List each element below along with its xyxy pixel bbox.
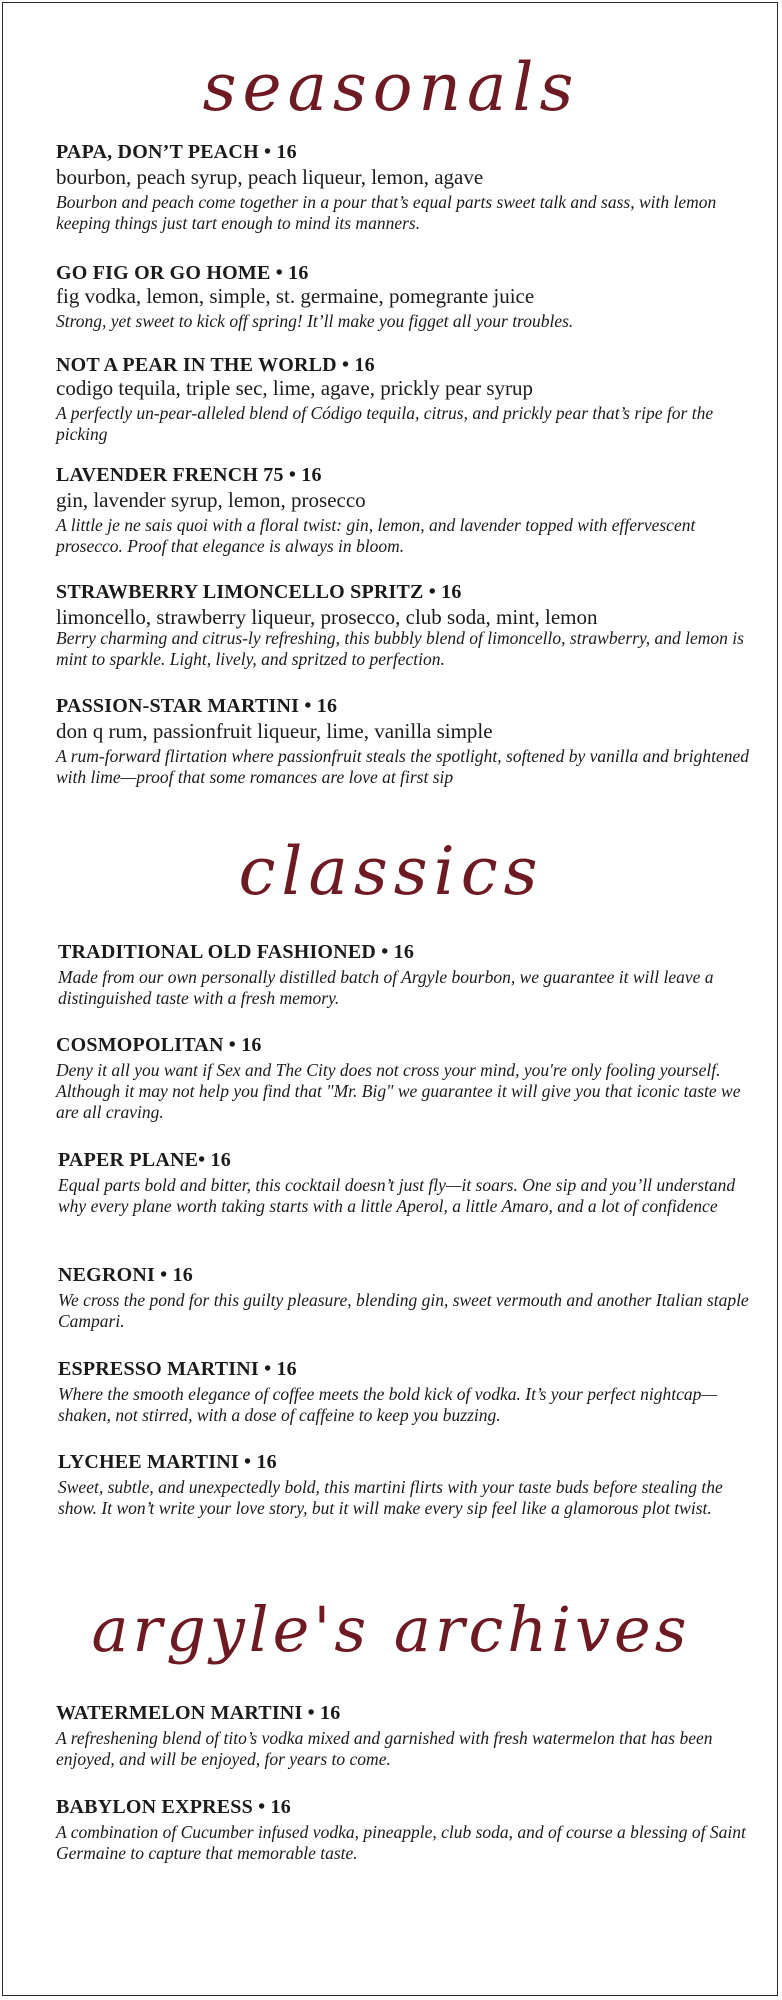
item-name: PASSION-STAR MARTINI • 16	[56, 695, 338, 717]
item-description: Berry charming and citrus-ly refreshing, this bubbly blend of limoncello, strawberry, and lemon is mint to sparkle. Light, lively, and spritzed to perfection.	[56, 628, 744, 669]
menu-item	[56, 1033, 756, 1123]
item-description: A little je ne sais quoi with a floral twist: gin, lemon, and lavender topped with effervescent prosecco. Proof that elegance is always in bloom.	[56, 515, 696, 556]
item-ingredients: codigo tequila, triple sec, lime, agave, prickly pear syrup	[56, 376, 534, 400]
item-description: We cross the pond for this guilty pleasure, blending gin, sweet vermouth and another Italian staple Campari.	[58, 1290, 749, 1331]
menu-item	[56, 261, 756, 332]
menu-item	[58, 1357, 758, 1426]
item-description: Deny it all you want if Sex and The City does not cross your mind, you're only fooling yourself. Although it may not help you find that "Mr. Big" we guarantee it will give you that iconic taste we are all craving.	[56, 1060, 741, 1122]
section-heading-classics: classics	[238, 833, 544, 910]
item-name: PAPA, DON’T PEACH • 16	[56, 141, 297, 163]
item-description: Equal parts bold and bitter, this cocktail doesn’t just fly—it soars. One sip and you’ll understand why every plane worth taking starts with a little Aperol, a little Amaro, and a lot of confidence	[58, 1175, 736, 1216]
item-name: BABYLON EXPRESS • 16	[56, 1796, 291, 1818]
menu-item	[58, 1450, 758, 1519]
item-ingredients: bourbon, peach syrup, peach liqueur, lemon, agave	[56, 165, 484, 189]
item-name: GO FIG OR GO HOME • 16	[56, 262, 309, 284]
item-ingredients: limoncello, strawberry liqueur, prosecco, club soda, mint, lemon	[56, 605, 598, 629]
item-name: LYCHEE MARTINI • 16	[58, 1451, 277, 1473]
menu-item	[58, 1148, 758, 1217]
item-name: ESPRESSO MARTINI • 16	[58, 1358, 297, 1380]
menu-item	[56, 140, 756, 234]
menu-item	[58, 1263, 758, 1332]
item-name: NOT A PEAR IN THE WORLD • 16	[56, 354, 375, 376]
menu-item	[56, 1701, 756, 1770]
item-ingredients: don q rum, passionfruit liqueur, lime, vanilla simple	[56, 719, 493, 743]
item-name: NEGRONI • 16	[58, 1264, 193, 1286]
menu-item	[58, 940, 758, 1009]
item-name: WATERMELON MARTINI • 16	[56, 1702, 341, 1724]
item-description: A perfectly un-pear-alleled blend of Código tequila, citrus, and prickly pear that’s ripe for the picking	[56, 403, 714, 444]
item-ingredients: gin, lavender syrup, lemon, prosecco	[56, 488, 366, 512]
item-name: PAPER PLANE• 16	[58, 1149, 231, 1171]
item-description: Made from our own personally distilled batch of Argyle bourbon, we guarantee it will leave a distinguished taste with a fresh memory.	[58, 967, 714, 1008]
section-heading-archives: argyle's archives	[91, 1593, 691, 1666]
section-heading-seasonals: seasonals	[202, 49, 580, 126]
item-name: STRAWBERRY LIMONCELLO SPRITZ • 16	[56, 581, 462, 603]
menu-item	[56, 1795, 756, 1864]
menu-item	[56, 463, 756, 557]
item-description: A refreshening blend of tito’s vodka mixed and garnished with fresh watermelon that has been enjoyed, and will be enjoyed, for years to come.	[56, 1728, 713, 1769]
menu-item	[56, 353, 756, 445]
item-description: Bourbon and peach come together in a pour that’s equal parts sweet talk and sass, with lemon keeping things just tart enough to mind its manners.	[56, 192, 717, 233]
item-description: Sweet, subtle, and unexpectedly bold, this martini flirts with your taste buds before stealing the show. It won’t write your love story, but it will make every sip feel like a glamorous plot twist.	[58, 1477, 723, 1518]
item-ingredients: fig vodka, lemon, simple, st. germaine, pomegrante juice	[56, 284, 535, 308]
item-name: LAVENDER FRENCH 75 • 16	[56, 464, 322, 486]
item-description: A rum-forward flirtation where passionfruit steals the spotlight, softened by vanilla and brightened with lime—proof that some romances are love at first sip	[56, 746, 750, 787]
item-name: COSMOPOLITAN • 16	[56, 1034, 262, 1056]
item-description: Where the smooth elegance of coffee meets the bold kick of vodka. It’s your perfect nightcap—shaken, not stirred, with a dose of caffeine to keep you buzzing.	[58, 1384, 717, 1425]
menu-item	[56, 580, 756, 670]
item-name: TRADITIONAL OLD FASHIONED • 16	[58, 941, 415, 963]
item-description: A combination of Cucumber infused vodka, pineapple, club soda, and of course a blessing of Saint Germaine to capture that memorable taste.	[56, 1822, 746, 1863]
item-description: Strong, yet sweet to kick off spring! It’ll make you figget all your troubles.	[56, 311, 574, 331]
menu-item	[56, 694, 756, 788]
